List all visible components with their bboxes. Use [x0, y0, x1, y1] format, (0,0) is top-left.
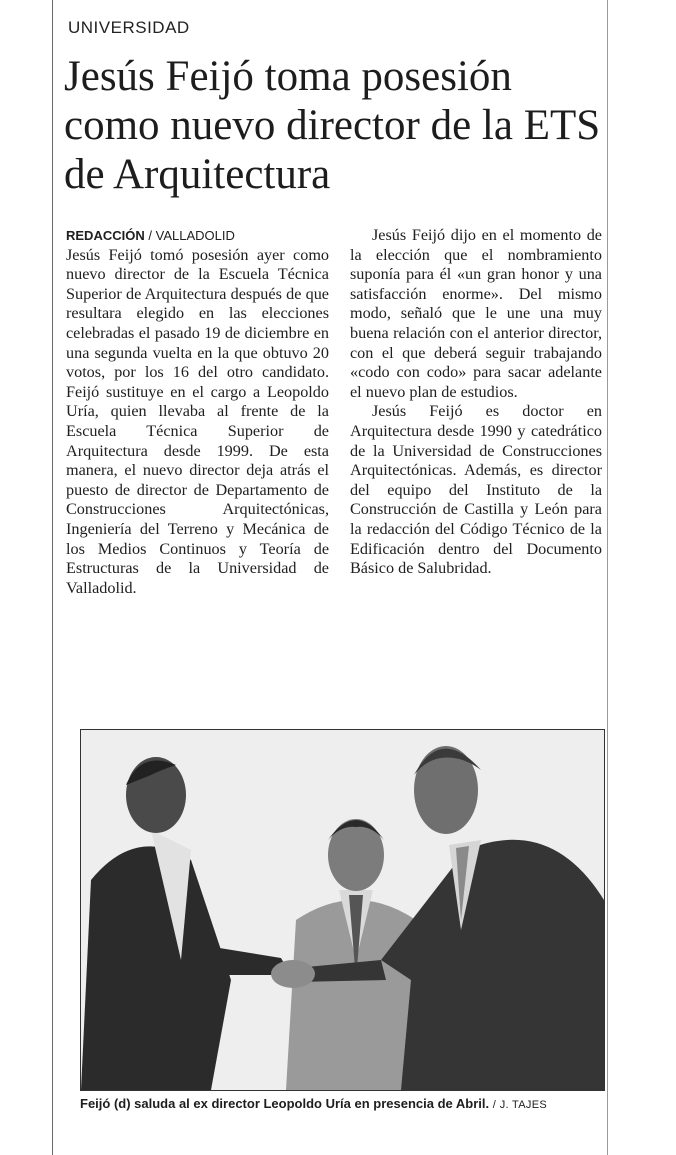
credit-separator: / [492, 1099, 497, 1111]
paragraph-1: Jesús Feijó tomó posesión ayer como nuevo director de la Escuela Técnica Superior de Arquitectura después de que resultara elegido en las elecciones celebradas el pasado 19 de diciembre en una segunda vuelta en la que obtuvo 20 votos, por los 16 del otro candidato. Feijó sustituye en el cargo a Leopoldo Uría, quien llevaba al frente de la Escuela Técnica Superior de Arquitectura desde 1999. De esta manera, el nuevo director deja atrás el puesto de director de Departamento de Construcciones Arquitectónicas, Ingeniería del Terreno y Mecánica de los Medios Continuos y Teoría de Estructuras de la Universidad de Valladolid. [66, 245, 329, 597]
paragraph-3: Jesús Feijó es doctor en Arquitectura desde 1990 y catedrático de la Universidad de Construcciones Arquitectónicas. Además, es director del equipo del Instituto de la Construcción de Castilla y León para la redacción del Código Técnico de la Edificación dentro del Documento Básico de Salubridad. [350, 402, 602, 578]
headline: Jesús Feijó toma posesión como nuevo director de la ETS de Arquitectura [64, 53, 601, 198]
article-column-left [66, 226, 329, 598]
caption-text: Feijó (d) saluda al ex director Leopoldo Uría en presencia de Abril. [80, 1096, 490, 1111]
column-rule-right [607, 0, 608, 1155]
byline-author: REDACCIÓN [66, 228, 145, 243]
news-photo [80, 729, 605, 1091]
news-photo-illustration [81, 730, 604, 1090]
byline-location: VALLADOLID [155, 228, 235, 243]
paragraph-2: Jesús Feijó dijo en el momento de la elección que el nombramiento suponía para él «un gran honor y una satisfacción enorme». Del mismo modo, señaló que le une una muy buena relación con el anterior director, con el que deberá seguir trabajando «codo con codo» para sacar adelante el nuevo plan de estudios. [350, 226, 602, 401]
handshake [271, 960, 315, 988]
section-label: UNIVERSIDAD [68, 18, 190, 37]
photo-caption [80, 1096, 610, 1111]
byline [66, 226, 329, 246]
article-column-right [350, 226, 602, 579]
photo-credit: J. TAJES [499, 1099, 547, 1111]
byline-separator: / [148, 228, 152, 243]
column-rule-left [52, 0, 53, 1155]
